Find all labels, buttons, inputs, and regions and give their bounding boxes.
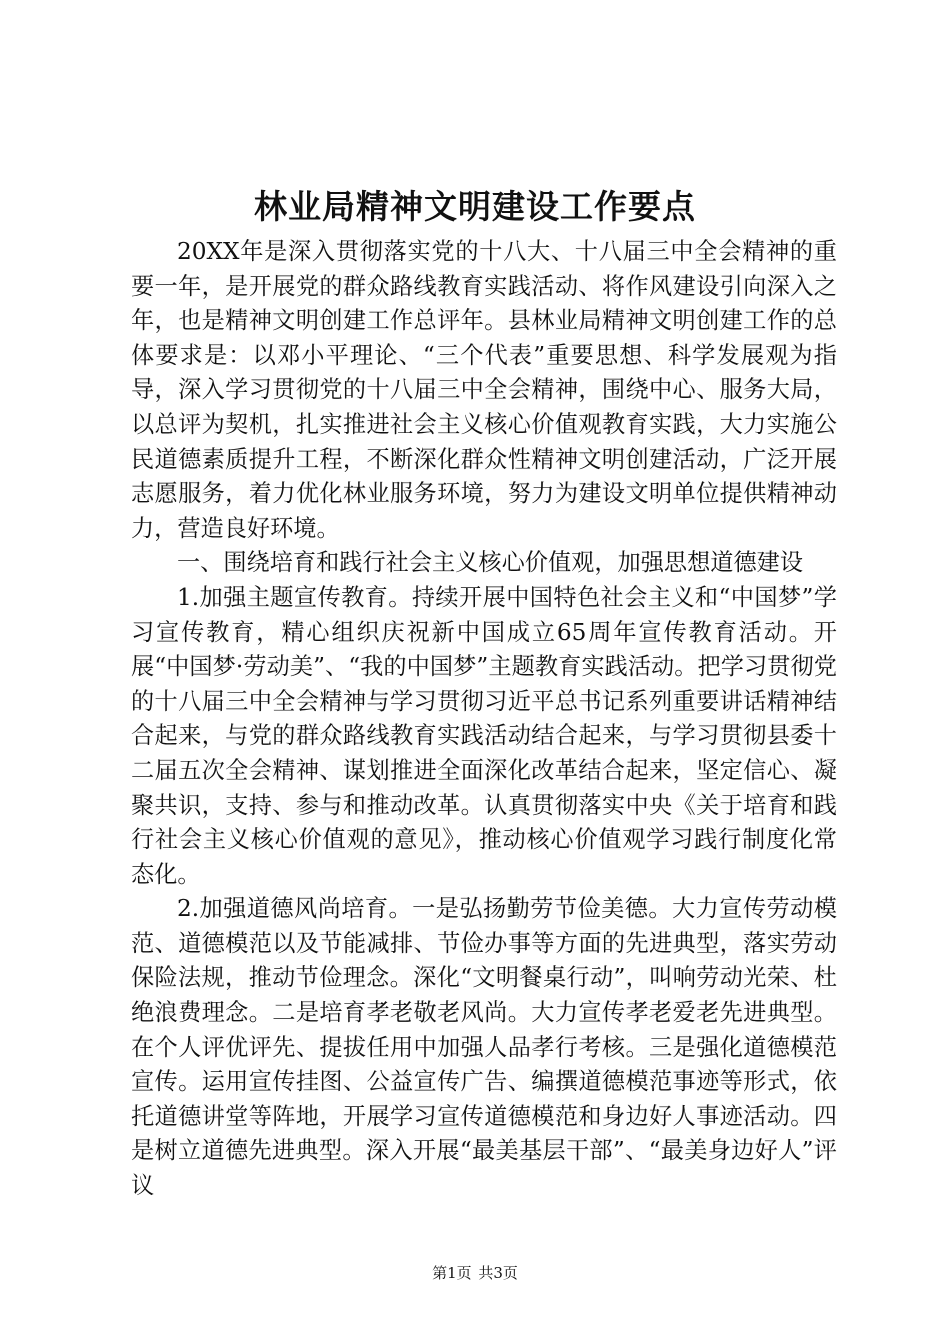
paragraph-intro: 20XX年是深入贯彻落实党的十八大、十八届三中全会精神的重要一年，是开展党的群众路线教育实践活动、将作风建设引向深入之年，也是精神文明创建工作总评年。县林业局精神文明创建工作的总体要求是：以邓小平理论、“三个代表”重要思想、科学发展观为指导，深入学习贯彻党的十八届三中全会精神，围绕中心、服务大局，以总评为契机，扎实推进社会主义核心价值观教育实践，大力实施公民道德素质提升工程，不断深化群众性精神文明创建活动，广泛开展志愿服务，着力优化林业服务环境，努力为建设文明单位提供精神动力，营造良好环境。 bbox=[131, 238, 837, 542]
section-heading-1: 一、围绕培育和践行社会主义核心价值观，加强思想道德建设 bbox=[177, 549, 804, 577]
paragraph-item-2: 2.加强道德风尚培育。一是弘扬勤劳节俭美德。大力宣传劳动模范、道德模范以及节能减排、节俭办事等方面的先进典型，落实劳动保险法规，推动节俭理念。深化“文明餐桌行动”，叫响劳动光荣、杜绝浪费理念。二是培育孝老敬老风尚。大力宣传孝老爱老先进典型。在个人评优评先、提拔任用中加强人品孝行考核。三是强化道德模范宣传。运用宣传挂图、公益宣传广告、编撰道德模范事迹等形式，依托道德讲堂等阵地，开展学习宣传道德模范和身边好人事迹活动。四是树立道德先进典型。深入开展“最美基层干部”、“最美身边好人”评议 bbox=[131, 895, 837, 1200]
paragraph-item-1: 1.加强主题宣传教育。持续开展中国特色社会主义和“中国梦”学习宣传教育，精心组织庆祝新中国成立65周年宣传教育活动。开展“中国梦·劳动美”、“我的中国梦”主题教育实践活动。把学习贯彻党的十八届三中全会精神与学习贯彻习近平总书记系列重要讲话精神结合起来，与党的群众路线教育实践活动结合起来，与学习贯彻县委十二届五次全会精神、谋划推进全面深化改革结合起来，坚定信心、凝聚共识，支持、参与和推动改革。认真贯彻落实中央《关于培育和践行社会主义核心价值观的意见》，推动核心价值观学习践行制度化常态化。 bbox=[131, 583, 837, 888]
page-total: 共3页 bbox=[478, 1264, 518, 1282]
page-number: 第1页 bbox=[432, 1264, 472, 1282]
page-footer bbox=[0, 1263, 950, 1283]
document-body bbox=[131, 235, 837, 1204]
document-title: 林业局精神文明建设工作要点 bbox=[254, 187, 696, 226]
